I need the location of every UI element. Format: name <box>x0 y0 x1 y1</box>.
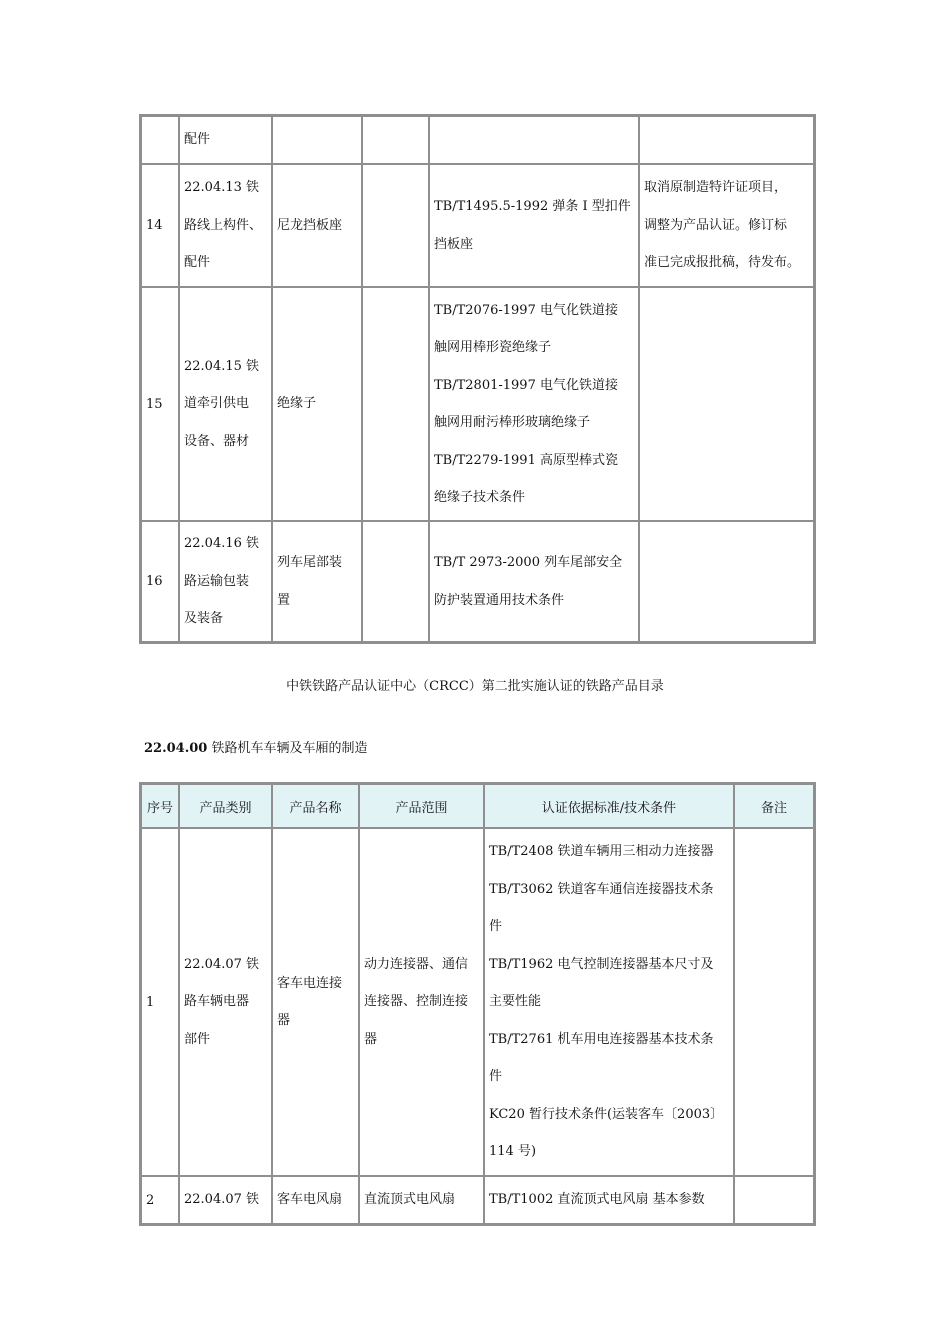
product-category: 22.04.07 铁 路车辆电器 部件 <box>179 828 272 1176</box>
product-name: 客车电连接 器 <box>272 828 359 1176</box>
row-number: 15 <box>141 287 179 521</box>
section-title: 铁路机车车辆及车厢的制造 <box>211 741 368 756</box>
table-row <box>141 828 814 1176</box>
remarks <box>639 521 814 642</box>
product-scope <box>362 116 429 164</box>
row-number: 14 <box>141 164 179 287</box>
certification-standards: TB/T2076-1997 电气化铁道接 触网用棒形瓷绝缘子 TB/T2801-1997 电气化铁道接 触网用耐污棒形玻璃绝缘子 TB/T2279-1991 高原型棒式瓷 绝缘子技术条件 <box>429 287 639 521</box>
product-category: 22.04.07 铁 <box>179 1176 272 1224</box>
product-category: 22.04.16 铁 路运输包装 及装备 <box>179 521 272 642</box>
row-number <box>141 116 179 164</box>
catalog-caption: 中铁铁路产品认证中心（CRCC）第二批实施认证的铁路产品目录 <box>286 679 664 694</box>
product-category: 配件 <box>179 116 272 164</box>
product-table-continued <box>139 114 816 644</box>
product-scope <box>362 164 429 287</box>
product-scope: 动力连接器、通信 连接器、控制连接 器 <box>359 828 484 1176</box>
certification-standards: TB/T1002 直流顶式电风扇 基本参数 <box>484 1176 734 1224</box>
product-scope <box>362 287 429 521</box>
table-row <box>141 164 814 287</box>
certification-standards <box>429 116 639 164</box>
header-scope: 产品范围 <box>359 784 484 828</box>
remarks <box>639 287 814 521</box>
row-number: 1 <box>141 828 179 1176</box>
row-number: 2 <box>141 1176 179 1224</box>
table-row <box>141 1176 814 1224</box>
certification-standards: TB/T1495.5-1992 弹条 I 型扣件 挡板座 <box>429 164 639 287</box>
product-name <box>272 116 362 164</box>
table-row <box>141 116 814 164</box>
table-header-row <box>141 784 814 828</box>
remarks <box>639 116 814 164</box>
header-remarks: 备注 <box>734 784 814 828</box>
section-code: 22.04.00 <box>144 741 208 756</box>
section-heading <box>144 737 367 756</box>
header-name: 产品名称 <box>272 784 359 828</box>
header-category: 产品类别 <box>179 784 272 828</box>
table-row <box>141 521 814 642</box>
remarks <box>734 1176 814 1224</box>
certification-standards: TB/T2408 铁道车辆用三相动力连接器 TB/T3062 铁道客车通信连接器技术条 件 TB/T1962 电气控制连接器基本尺寸及 主要性能 TB/T2761 机车用电连接器基本技术条 件 KC20 暂行技术条件(运装客车〔2003〕 114 号) <box>484 828 734 1176</box>
product-table <box>139 782 816 1226</box>
product-category: 22.04.13 铁 路线上构件、 配件 <box>179 164 272 287</box>
row-number: 16 <box>141 521 179 642</box>
product-category: 22.04.15 铁 道牵引供电 设备、器材 <box>179 287 272 521</box>
certification-standards: TB/T 2973-2000 列车尾部安全 防护装置通用技术条件 <box>429 521 639 642</box>
header-standards: 认证依据标准/技术条件 <box>484 784 734 828</box>
product-name: 客车电风扇 <box>272 1176 359 1224</box>
product-name: 绝缘子 <box>272 287 362 521</box>
table-row <box>141 287 814 521</box>
remarks: 取消原制造特许证项目， 调整为产品认证。修订标 准已完成报批稿，待发布。 <box>639 164 814 287</box>
product-name: 列车尾部装 置 <box>272 521 362 642</box>
product-scope: 直流顶式电风扇 <box>359 1176 484 1224</box>
header-number: 序号 <box>141 784 179 828</box>
remarks <box>734 828 814 1176</box>
product-name: 尼龙挡板座 <box>272 164 362 287</box>
product-scope <box>362 521 429 642</box>
